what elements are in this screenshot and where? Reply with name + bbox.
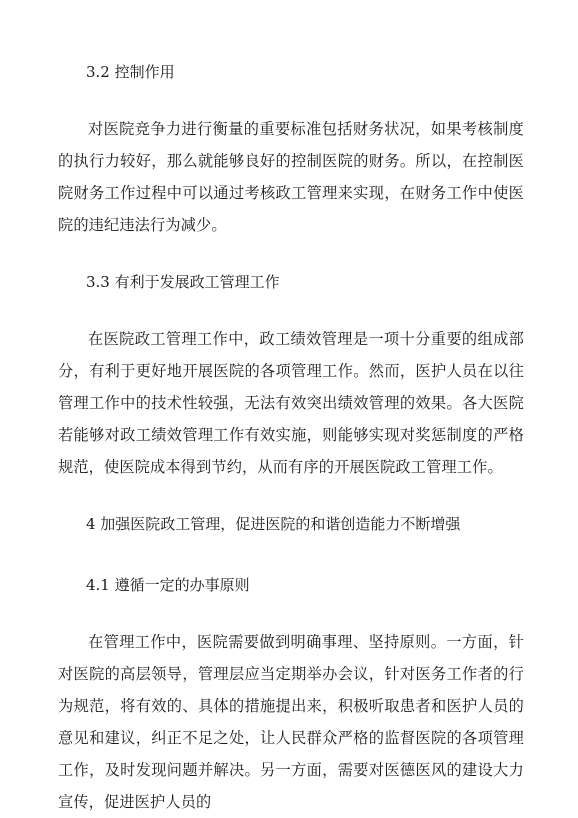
paragraph-4-1: 在管理工作中，医院需要做到明确事理、坚持原则。一方面，针对医院的高层领导，管理层应当定期举办会议，针对医务工作者的行为规范，将有效的、具体的措施提出来，积极听取患者和医护人员的意见和建议，纠正不足之处，让人民群众严格的监督医院的各项管理工作，及时发现问题并解决。另一方面，需要对医德医风的建设大力宣传，促进医护人员的 — [58, 633, 524, 811]
section-heading-4-1: 4.1 遵循一定的办事原则 — [86, 576, 250, 594]
section-heading-3-2: 3.2 控制作用 — [86, 63, 175, 81]
paragraph-3-3: 在医院政工管理工作中，政工绩效管理是一项十分重要的组成部分，有利于更好地开展医院的各项管理工作。然而，医护人员在以往管理工作中的技术性较强，无法有效突出绩效管理的效果。各大医院若能够对政工绩效管理工作有效实施，则能够实现对奖惩制度的严格规范，使医院成本得到节约，从而有序的开展医院政工管理工作。 — [58, 330, 524, 476]
paragraph-3-2: 对医院竞争力进行衡量的重要标准包括财务状况，如果考核制度的执行力较好，那么就能够良好的控制医院的财务。所以，在控制医院财务工作过程中可以通过考核政工管理来实现，在财务工作中使医院的违纪违法行为减少。 — [58, 120, 524, 234]
section-heading-3-3: 3.3 有利于发展政工管理工作 — [86, 273, 280, 291]
section-heading-4: 4 加强医院政工管理，促进医院的和谐创造能力不断增强 — [86, 515, 461, 533]
